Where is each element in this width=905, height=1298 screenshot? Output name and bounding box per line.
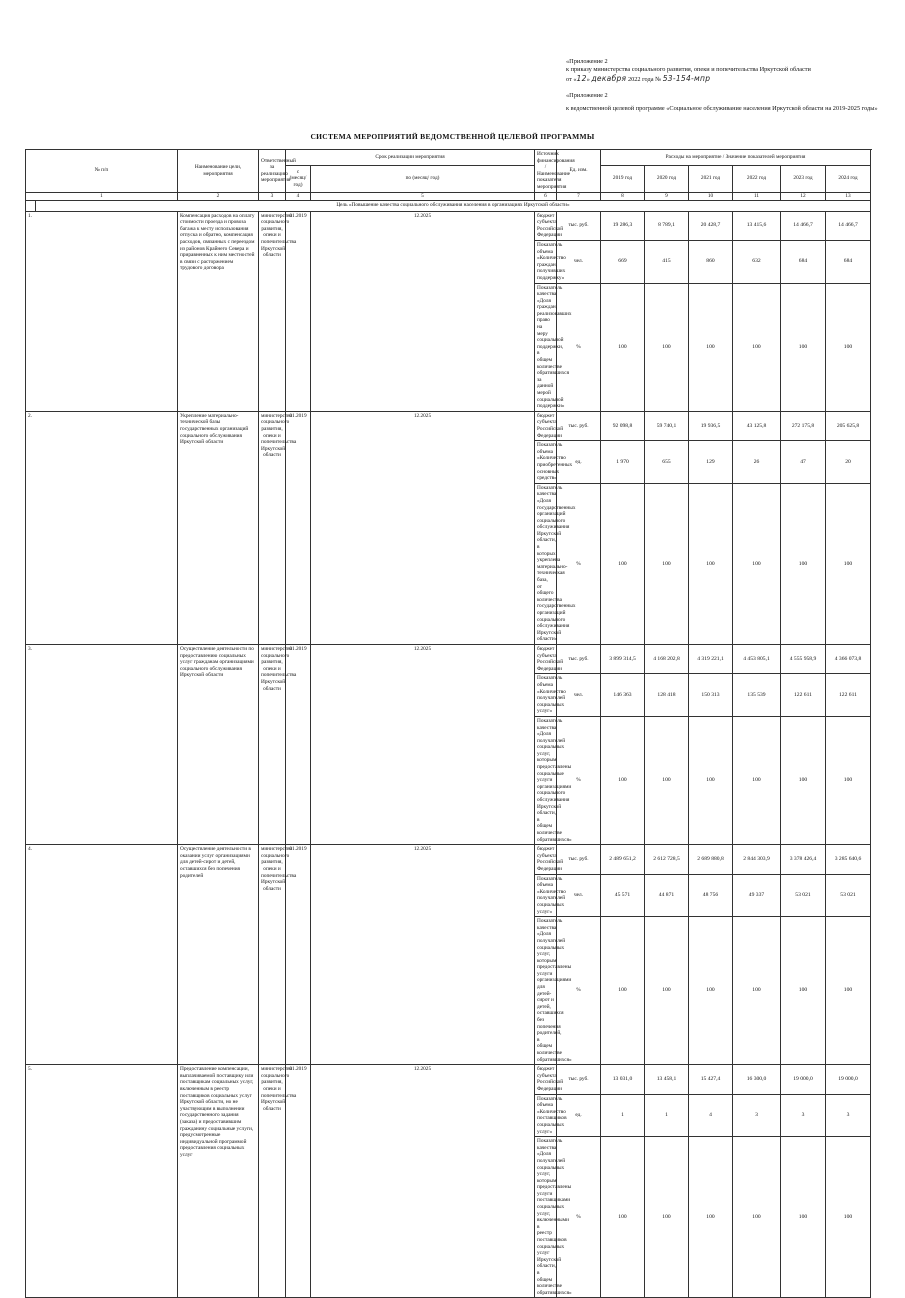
header-year: 2021 год: [689, 165, 733, 192]
indicator-label: Показатель объема «Количество приобретенных основных средств»: [535, 441, 557, 484]
unit-cell: %: [557, 283, 601, 411]
value-cell: 100: [781, 917, 826, 1065]
row-number: 3.: [26, 644, 178, 844]
value-cell: 146 363: [601, 674, 645, 717]
value-cell: 14 466,7: [826, 211, 871, 240]
value-cell: 100: [826, 283, 871, 411]
value-cell: 45 571: [601, 874, 645, 917]
indicator-label: Показатель качества «Доля получателей социальных услуг, которым предоставлены услуги организациями для детей-сирот и детей, оставшихся без попечения родителей, в общем количестве обратившихся»: [535, 917, 557, 1065]
value-cell: 4 168 202,8: [645, 644, 689, 673]
period-from: 01.2019: [286, 411, 311, 644]
value-cell: 669: [601, 240, 645, 283]
value-cell: 100: [601, 283, 645, 411]
unit-cell: тыс. руб.: [557, 1065, 601, 1094]
value-cell: 100: [826, 483, 871, 644]
measures-rows: [26, 211, 871, 1298]
column-number: 8: [601, 192, 645, 200]
period-to: 12.2025: [311, 644, 535, 844]
value-cell: 3: [826, 1094, 871, 1137]
value-cell: 48 756: [689, 874, 733, 917]
value-cell: 1: [601, 1094, 645, 1137]
value-cell: 2 489 651,2: [601, 845, 645, 874]
value-cell: 1: [645, 1094, 689, 1137]
value-cell: 100: [733, 483, 781, 644]
order-date-line: от «12» декабря 2022 года № 53-154-мпр: [566, 73, 711, 83]
value-cell: 20: [826, 441, 871, 484]
column-number: 11: [733, 192, 781, 200]
value-cell: 13 415,6: [733, 211, 781, 240]
value-cell: 19 286,3: [601, 211, 645, 240]
header-year: 2019 год: [601, 165, 645, 192]
program-line: к ведомственной целевой программе «Социальное обслуживание населения Иркутской области на 2019-2025 годы»: [566, 105, 878, 113]
header-to: по (месяц/ год): [311, 165, 535, 192]
appendix-header-order: [566, 58, 896, 84]
period-from: 01.2019: [286, 211, 311, 411]
value-cell: 100: [689, 716, 733, 844]
value-cell: 3: [781, 1094, 826, 1137]
header-responsible: Ответственный за реализацию мероприятия: [259, 150, 286, 193]
unit-cell: %: [557, 716, 601, 844]
value-cell: 100: [781, 283, 826, 411]
responsible-party: министерство социального развития, опеки и попечительства Иркутской области: [259, 211, 286, 411]
value-cell: 415: [645, 240, 689, 283]
unit-cell: тыс. руб.: [557, 211, 601, 240]
measures-table: [25, 149, 871, 1298]
value-cell: 19 000,0: [781, 1065, 826, 1094]
value-cell: 100: [826, 716, 871, 844]
value-cell: 4 453 805,1: [733, 644, 781, 673]
header-costs: Расходы на мероприятие / Значение показателей мероприятия: [601, 150, 871, 166]
unit-cell: тыс. руб.: [557, 644, 601, 673]
value-cell: 47: [781, 441, 826, 484]
value-cell: 100: [601, 716, 645, 844]
value-cell: 128 418: [645, 674, 689, 717]
value-cell: 19 000,0: [826, 1065, 871, 1094]
unit-cell: чел.: [557, 674, 601, 717]
column-number: 7: [557, 192, 601, 200]
unit-cell: %: [557, 483, 601, 644]
period-to: 12.2025: [311, 211, 535, 411]
value-cell: 19 936,5: [689, 411, 733, 440]
value-cell: 100: [781, 483, 826, 644]
row-number: 5.: [26, 1065, 178, 1298]
value-cell: 272 175,8: [781, 411, 826, 440]
value-cell: 3 285 640,6: [826, 845, 871, 874]
header-period: Срок реализации мероприятия: [286, 150, 535, 166]
value-cell: 4 555 958,9: [781, 644, 826, 673]
header-year: 2020 год: [645, 165, 689, 192]
value-cell: 100: [645, 1137, 689, 1298]
value-cell: 122 611: [781, 674, 826, 717]
value-cell: 13 031,0: [601, 1065, 645, 1094]
handwritten-month: декабря: [591, 73, 627, 83]
unit-cell: %: [557, 917, 601, 1065]
indicator-label: бюджет субъекта Российской Федерации: [535, 644, 557, 673]
indicator-label: Показатель качества «Доля государственных организаций социального обслуживания Иркутской области, в которых укреплена материально-техническая база, от общего количества государственных организаций социального обслуживания Иркутской области»: [535, 483, 557, 644]
value-cell: 44 871: [645, 874, 689, 917]
unit-cell: ед.: [557, 441, 601, 484]
indicator-label: бюджет субъекта Российской Федерации: [535, 411, 557, 440]
measure-name: Осуществление деятельности в оказании услуг организациями для детей-сирот и детей, оставшихся без попечения родителей: [178, 845, 259, 1065]
header-num: № п/п: [26, 150, 178, 193]
column-number: 6: [535, 192, 557, 200]
value-cell: 129: [689, 441, 733, 484]
measure-name: Осуществление деятельности по предоставлению социальных услуг гражданам организациями социального обслуживания Иркутской области: [178, 644, 259, 844]
value-cell: 655: [645, 441, 689, 484]
value-cell: 100: [689, 1137, 733, 1298]
indicator-label: Показатель качества «Доля получателей социальных услуг, которым предоставлены услуги поставщиками социальных услуг, включенными в реестр поставщиков социальных услуг Иркутской области, в общем количестве обратившихся»: [535, 1137, 557, 1298]
unit-cell: %: [557, 1137, 601, 1298]
responsible-party: министерство социального развития, опеки и попечительства Иркутской области: [259, 411, 286, 644]
value-cell: 100: [781, 716, 826, 844]
column-number: 13: [826, 192, 871, 200]
value-cell: 100: [689, 483, 733, 644]
measure-name: Компенсация расходов на оплату стоимости проезда и провоза багажа к месту использования отпуска и обратно, компенсация расходов, связанных с переездом из районов Крайнего Севера и приравненных к ним местностей в связи с расторжением трудового договора: [178, 211, 259, 411]
handwritten-order-number: 53-154-мпр: [662, 73, 711, 83]
value-cell: 53 021: [781, 874, 826, 917]
period-from: 01.2019: [286, 644, 311, 844]
header-goal-name: Наименование цели, мероприятия: [178, 150, 259, 193]
value-cell: 2 689 880,8: [689, 845, 733, 874]
value-cell: 100: [645, 483, 689, 644]
value-cell: 15 427,4: [689, 1065, 733, 1094]
value-cell: 100: [781, 1137, 826, 1298]
goal-text: Цель «Повышение качества социального обслуживания населения в организациях Иркутской области»: [36, 200, 871, 211]
value-cell: 3 378 426,4: [781, 845, 826, 874]
indicator-label: Показатель объема «Количество получателей социальных услуг»: [535, 674, 557, 717]
column-number: 2: [178, 192, 259, 200]
value-cell: 49 337: [733, 874, 781, 917]
indicator-label: Показатель качества «Доля граждан, реализовавших право на меру социальной поддержки, в общем количестве обратившихся за данной мерой социальной поддержки»: [535, 283, 557, 411]
value-cell: 14 466,7: [781, 211, 826, 240]
header-from: с (месяц/ год): [286, 165, 311, 192]
value-cell: 205 625,8: [826, 411, 871, 440]
column-number: 5: [311, 192, 535, 200]
value-cell: 20 428,7: [689, 211, 733, 240]
column-number: 12: [781, 192, 826, 200]
value-cell: 2 612 728,5: [645, 845, 689, 874]
row-number: 4.: [26, 845, 178, 1065]
value-cell: 3: [733, 1094, 781, 1137]
value-cell: 53 021: [826, 874, 871, 917]
goal-row: [26, 200, 871, 211]
value-cell: 4 319 221,1: [689, 644, 733, 673]
period-to: 12.2025: [311, 1065, 535, 1298]
unit-cell: тыс. руб.: [557, 845, 601, 874]
row-number: 1.: [26, 211, 178, 411]
value-cell: 100: [645, 917, 689, 1065]
period-to: 12.2025: [311, 845, 535, 1065]
responsible-party: министерство социального развития, опеки и попечительства Иркутской области: [259, 845, 286, 1065]
unit-cell: тыс. руб.: [557, 411, 601, 440]
value-cell: 1 970: [601, 441, 645, 484]
value-cell: 100: [689, 283, 733, 411]
page-title: СИСТЕМА МЕРОПРИЯТИЙ ВЕДОМСТВЕННОЙ ЦЕЛЕВОЙ ПРОГРАММЫ: [310, 132, 595, 141]
row-number: 2.: [26, 411, 178, 644]
value-cell: 8 789,1: [645, 211, 689, 240]
column-number: 3: [259, 192, 286, 200]
header-source: Источник финансирования / Наименование показателя мероприятия: [535, 150, 557, 193]
appendix-label-2: «Приложение 2: [566, 92, 608, 99]
period-to: 12.2025: [311, 411, 535, 644]
value-cell: 100: [645, 716, 689, 844]
indicator-label: Показатель объема «Количество поставщиков социальных услуг»: [535, 1094, 557, 1137]
column-number: 9: [645, 192, 689, 200]
indicator-label: бюджет субъекта Российской Федерации: [535, 1065, 557, 1094]
table-row: [26, 211, 871, 240]
value-cell: 150 313: [689, 674, 733, 717]
header-year: 2024 год: [826, 165, 871, 192]
unit-cell: ед.: [557, 1094, 601, 1137]
unit-cell: чел.: [557, 874, 601, 917]
value-cell: 100: [645, 283, 689, 411]
value-cell: 100: [733, 283, 781, 411]
value-cell: 100: [601, 1137, 645, 1298]
value-cell: 122 611: [826, 674, 871, 717]
handwritten-day: 12: [576, 73, 587, 83]
value-cell: 26: [733, 441, 781, 484]
value-cell: 4 366 073,8: [826, 644, 871, 673]
responsible-party: министерство социального развития, опеки и попечительства Иркутской области: [259, 1065, 286, 1298]
value-cell: 100: [826, 1137, 871, 1298]
header-year: 2022 год: [733, 165, 781, 192]
value-cell: 2 844 303,9: [733, 845, 781, 874]
value-cell: 100: [733, 1137, 781, 1298]
value-cell: 100: [733, 917, 781, 1065]
unit-cell: чел.: [557, 240, 601, 283]
table-row: [26, 1065, 871, 1094]
order-line: к приказу министерства социального развития, опеки и попечительства Иркутской области: [566, 66, 811, 74]
table-row: [26, 845, 871, 874]
value-cell: 16 300,0: [733, 1065, 781, 1094]
value-cell: 100: [733, 716, 781, 844]
value-cell: 92 098,8: [601, 411, 645, 440]
value-cell: 135 539: [733, 674, 781, 717]
value-cell: 59 740,1: [645, 411, 689, 440]
header-year: 2023 год: [781, 165, 826, 192]
indicator-label: Показатель объема «Количество граждан, получивших поддержку»: [535, 240, 557, 283]
period-from: 01.2019: [286, 845, 311, 1065]
appendix-header-program: [566, 92, 886, 114]
value-cell: 684: [781, 240, 826, 283]
responsible-party: министерство социального развития, опеки и попечительства Иркутской области: [259, 644, 286, 844]
measure-name: Предоставление компенсации, выплачиваемой поставщику или поставщикам социальных услуг, включенным в реестр поставщиков социальных услуг Иркутской области, но не участвующим в выполнении государственного задания (заказа) и предоставившим гражданину социальные услуги, предусмотренные индивидуальной программой предоставления социальных услуг: [178, 1065, 259, 1298]
header-unit: Ед. изм.: [557, 150, 601, 193]
value-cell: 684: [826, 240, 871, 283]
measure-name: Укрепление материально-технической базы государственных организаций социального обслуживания Иркутской области: [178, 411, 259, 644]
column-number: 1: [26, 192, 178, 200]
column-number: 4: [286, 192, 311, 200]
indicator-label: бюджет субъекта Российской Федерации: [535, 845, 557, 874]
value-cell: 632: [733, 240, 781, 283]
table-row: [26, 644, 871, 673]
value-cell: 4: [689, 1094, 733, 1137]
value-cell: 13 458,1: [645, 1065, 689, 1094]
appendix-label: «Приложение 2: [566, 58, 608, 65]
table-row: [26, 411, 871, 440]
indicator-label: Показатель качества «Доля получателей социальных услуг, которым предоставлены социальные услуги организациями социального обслуживания Иркутской области, в общем количестве обратившихся»: [535, 716, 557, 844]
column-numbers-row: [26, 192, 871, 200]
value-cell: 860: [689, 240, 733, 283]
indicator-label: Показатель объема «Количество получателей социальных услуг»: [535, 874, 557, 917]
value-cell: 100: [601, 483, 645, 644]
value-cell: 100: [689, 917, 733, 1065]
value-cell: 43 125,8: [733, 411, 781, 440]
indicator-label: бюджет субъекта Российской Федерации: [535, 211, 557, 240]
value-cell: 3 899 314,5: [601, 644, 645, 673]
value-cell: 100: [826, 917, 871, 1065]
period-from: 01.2019: [286, 1065, 311, 1298]
column-number: 10: [689, 192, 733, 200]
value-cell: 100: [601, 917, 645, 1065]
